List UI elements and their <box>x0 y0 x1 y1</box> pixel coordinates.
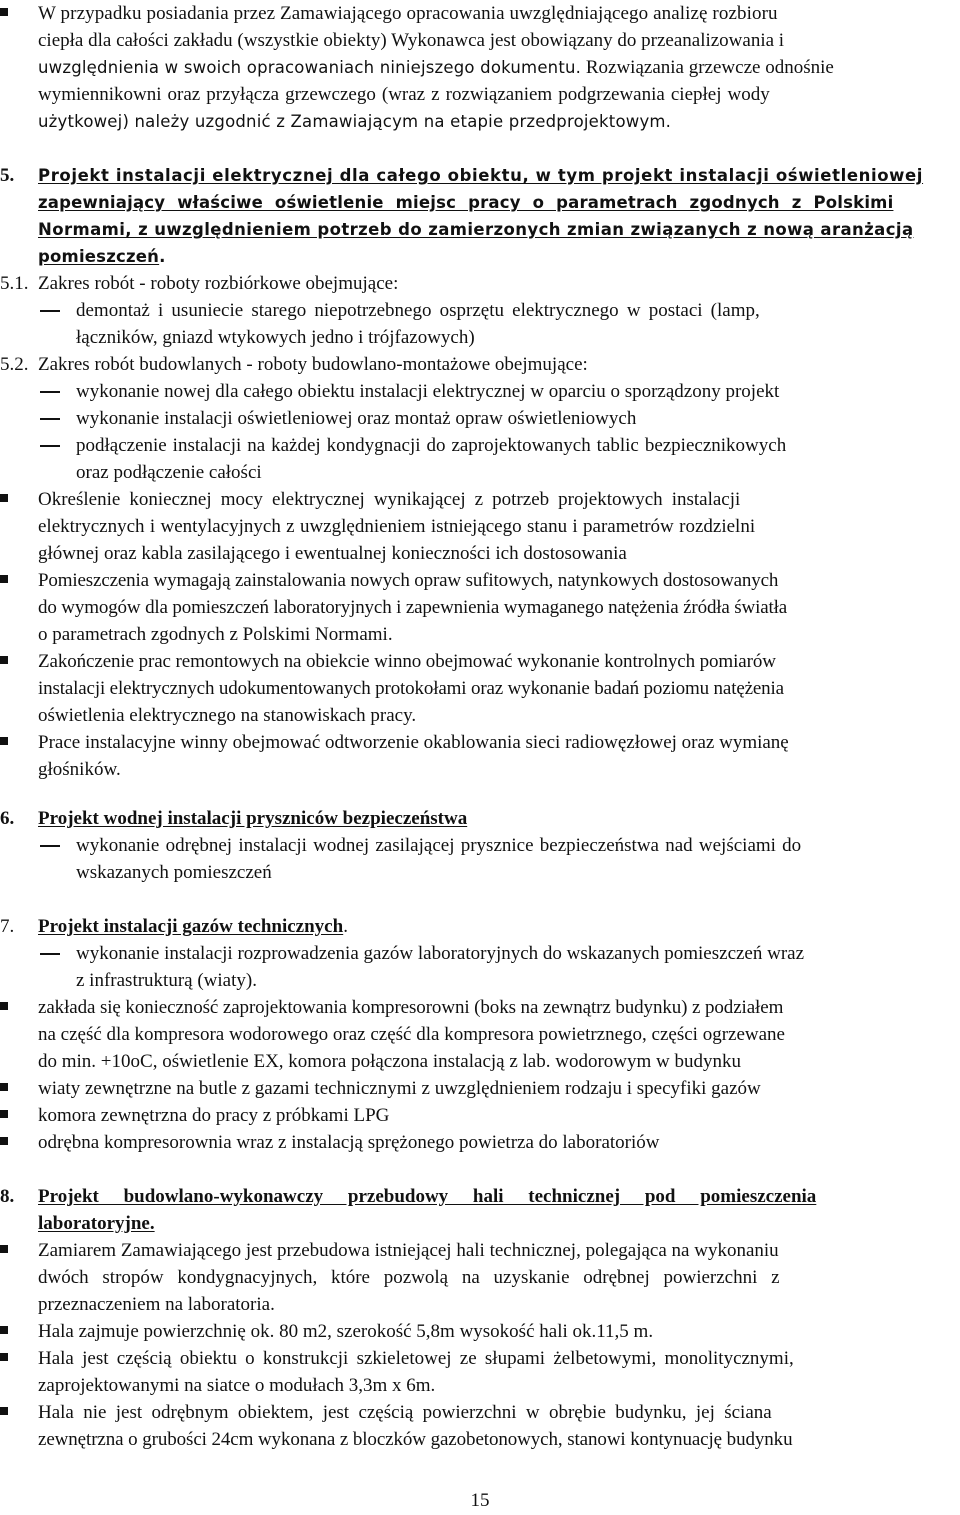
dash-bullet-icon <box>40 445 60 447</box>
subsection-title: Zakres robót budowlanych - roboty budowlano-montażowe obejmujące: <box>38 354 588 375</box>
section-heading-line <box>38 243 956 270</box>
section-number: 6. <box>0 808 15 829</box>
paragraph-line: ciepła dla całości zakładu (wszystkie obiekty) Wykonawca jest obowiązany do przeanalizowania i <box>38 30 785 51</box>
bullet-square-icon <box>0 737 8 745</box>
bullet-square-icon <box>0 656 8 664</box>
paragraph-line: użytkowej) należy uzgodnić z Zamawiającym na etapie przedprojektowym. <box>38 112 672 131</box>
dash-bullet-icon <box>40 418 60 420</box>
section-number: 7. <box>0 916 15 937</box>
section-heading-line: Normami, z uwzględnieniem potrzeb do zamierzonych zmian związanych z nową aranżacją <box>38 220 914 239</box>
list-item-line: wykonanie odrębnej instalacji wodnej zasilającej prysznice bezpieczeństwa nad wejściami do <box>76 835 802 856</box>
list-item-line: zewnętrzna o grubości 24cm wykonana z bloczków gazobetonowych, stanowi kontynuację budynku <box>38 1429 793 1450</box>
bullet-square-icon <box>0 1137 8 1145</box>
list-item-line: zaprojektowanymi na siatce o modułach 3,3m x 6m. <box>38 1375 436 1396</box>
section-heading <box>38 913 956 940</box>
section-number: 5. <box>0 165 15 186</box>
list-item-line: Określenie koniecznej mocy elektrycznej wynikającej z potrzeb projektowych instalacji <box>38 489 741 510</box>
bullet-square-icon <box>0 1353 8 1361</box>
bullet-square-icon <box>0 1083 8 1091</box>
section-heading-line: Projekt budowlano-wykonawczy przebudowy hali technicznej pod pomieszczenia <box>38 1186 817 1207</box>
list-item-line: demontaż i usuniecie starego niepotrzebnego osprzętu elektrycznego w postaci (lamp, <box>76 300 760 321</box>
dash-bullet-icon <box>40 391 60 393</box>
list-item-line: podłączenie instalacji na każdej kondygnacji do zaprojektowanych tablic bezpiecznikowych <box>76 435 787 456</box>
bullet-square-icon <box>0 1002 8 1010</box>
list-item-line: Zamiarem Zamawiającego jest przebudowa istniejącej hali technicznej, polegająca na wykonaniu <box>38 1240 779 1261</box>
list-item-line: zakłada się konieczność zaprojektowania kompresorowni (boks na zewnątrz budynku) z podziałem <box>38 997 784 1018</box>
subsection-number: 5.1. <box>0 273 29 294</box>
bullet-square-icon <box>0 494 8 502</box>
list-item-line: do min. +10oC, oświetlenie EX, komora połączona instalacją z lab. wodorowym w budynku <box>38 1051 742 1072</box>
section-heading-dot: . <box>343 916 348 937</box>
paragraph-text: Rozwiązania grzewcze odnośnie <box>585 57 834 78</box>
bullet-square-icon <box>0 1407 8 1415</box>
list-item-line: z infrastrukturą (wiaty). <box>76 970 257 991</box>
dash-bullet-icon <box>40 953 60 955</box>
list-item-line: oraz podłączenie całości <box>76 462 262 483</box>
paragraph-line <box>38 54 956 81</box>
section-heading-dot: . <box>159 247 166 266</box>
list-item-line: odrębna kompresorownia wraz z instalacją sprężonego powietrza do laboratoriów <box>38 1132 660 1153</box>
dash-bullet-icon <box>40 845 60 847</box>
list-item-line: wykonanie nowej dla całego obiektu instalacji elektrycznej w oparciu o sporządzony projekt <box>76 381 780 402</box>
section-heading-text: Projekt instalacji gazów technicznych <box>38 916 344 937</box>
bullet-square-icon <box>0 1326 8 1334</box>
paragraph-line: wymiennikowni oraz przyłącza grzewczego (wraz z rozwiązaniem podgrzewania ciepłej wody <box>38 84 770 105</box>
list-item-line: na część dla kompresora wodorowego oraz część dla kompresora powietrznego, części ogrzewane <box>38 1024 785 1045</box>
list-item-line: głównej oraz kabla zasilającego i ewentualnej konieczności ich dostosowania <box>38 543 627 564</box>
list-item-line: łączników, gniazd wtykowych jedno i trójfazowych) <box>76 327 475 348</box>
list-item-line: głośników. <box>38 759 121 780</box>
list-item-line: dwóch stropów kondygnacyjnych, które pozwolą na uzyskanie odrębnej powierzchni z <box>38 1267 780 1288</box>
list-item-line: wykonanie instalacji oświetleniowej oraz montaż opraw oświetleniowych <box>76 408 637 429</box>
list-item-line: oświetlenia elektrycznego na stanowiskach pracy. <box>38 705 417 726</box>
section-heading-line: zapewniający właściwe oświetlenie miejsc pracy o parametrach zgodnych z Polskimi <box>38 193 894 212</box>
list-item-line: instalacji elektrycznych udokumentowanych protokołami oraz wykonanie badań poziomu natężenia <box>38 678 784 699</box>
list-item-line: przeznaczeniem na laboratoria. <box>38 1294 275 1315</box>
page-number: 15 <box>470 1490 490 1511</box>
bullet-square-icon <box>0 8 8 16</box>
list-item-line: wykonanie instalacji rozprowadzenia gazów laboratoryjnych do wskazanych pomieszczeń wraz <box>76 943 805 964</box>
subsection-title: Zakres robót - roboty rozbiórkowe obejmujące: <box>38 273 399 294</box>
list-item-line: o parametrach zgodnych z Polskimi Normami. <box>38 624 393 645</box>
bullet-square-icon <box>0 1110 8 1118</box>
list-item-line: Prace instalacyjne winny obejmować odtworzenie okablowania sieci radiowęzłowej oraz wymianę <box>38 732 789 753</box>
list-item-line: Hala zajmuje powierzchnię ok. 80 m2, szerokość 5,8m wysokość hali ok.11,5 m. <box>38 1321 654 1342</box>
list-item-line: Pomieszczenia wymagają zainstalowania nowych opraw sufitowych, natynkowych dostosowanych <box>38 570 779 591</box>
paragraph-text-sans: uwzględnienia w swoich opracowaniach niniejszego dokumentu. <box>38 58 582 77</box>
bullet-square-icon <box>0 1245 8 1253</box>
section-heading: Projekt wodnej instalacji pryszniców bezpieczeństwa <box>38 808 468 829</box>
list-item-line: Hala jest częścią obiektu o konstrukcji szkieletowej ze słupami żelbetowymi, monolitycznymi, <box>38 1348 794 1369</box>
dash-bullet-icon <box>40 310 60 312</box>
list-item-line: do wymogów dla pomieszczeń laboratoryjnych i zapewnienia wymaganego natężenia źródła światła <box>38 597 788 618</box>
list-item-line: wskazanych pomieszczeń <box>76 862 272 883</box>
section-heading-line: Projekt instalacji elektrycznej dla całego obiektu, w tym projekt instalacji oświetleniowej <box>38 166 924 185</box>
list-item-line: elektrycznych i wentylacyjnych z uwzględnieniem istniejącego stanu i parametrów rozdzielni <box>38 516 756 537</box>
section-heading-text: pomieszczeń <box>38 247 160 266</box>
list-item-line: Hala nie jest odrębnym obiektem, jest częścią powierzchni w obrębie budynku, jej ściana <box>38 1402 772 1423</box>
section-heading-line: laboratoryjne. <box>38 1213 155 1234</box>
bullet-square-icon <box>0 575 8 583</box>
subsection-number: 5.2. <box>0 354 29 375</box>
section-number: 8. <box>0 1186 15 1207</box>
list-item-line: wiaty zewnętrzne na butle z gazami technicznymi z uwzględnieniem rodzaju i specyfiki gazów <box>38 1078 761 1099</box>
list-item-line: komora zewnętrzna do pracy z próbkami LPG <box>38 1105 390 1126</box>
paragraph-line: W przypadku posiadania przez Zamawiającego opracowania uwzględniającego analizę rozbioru <box>38 3 778 24</box>
list-item-line: Zakończenie prac remontowych na obiekcie winno obejmować wykonanie kontrolnych pomiarów <box>38 651 776 672</box>
